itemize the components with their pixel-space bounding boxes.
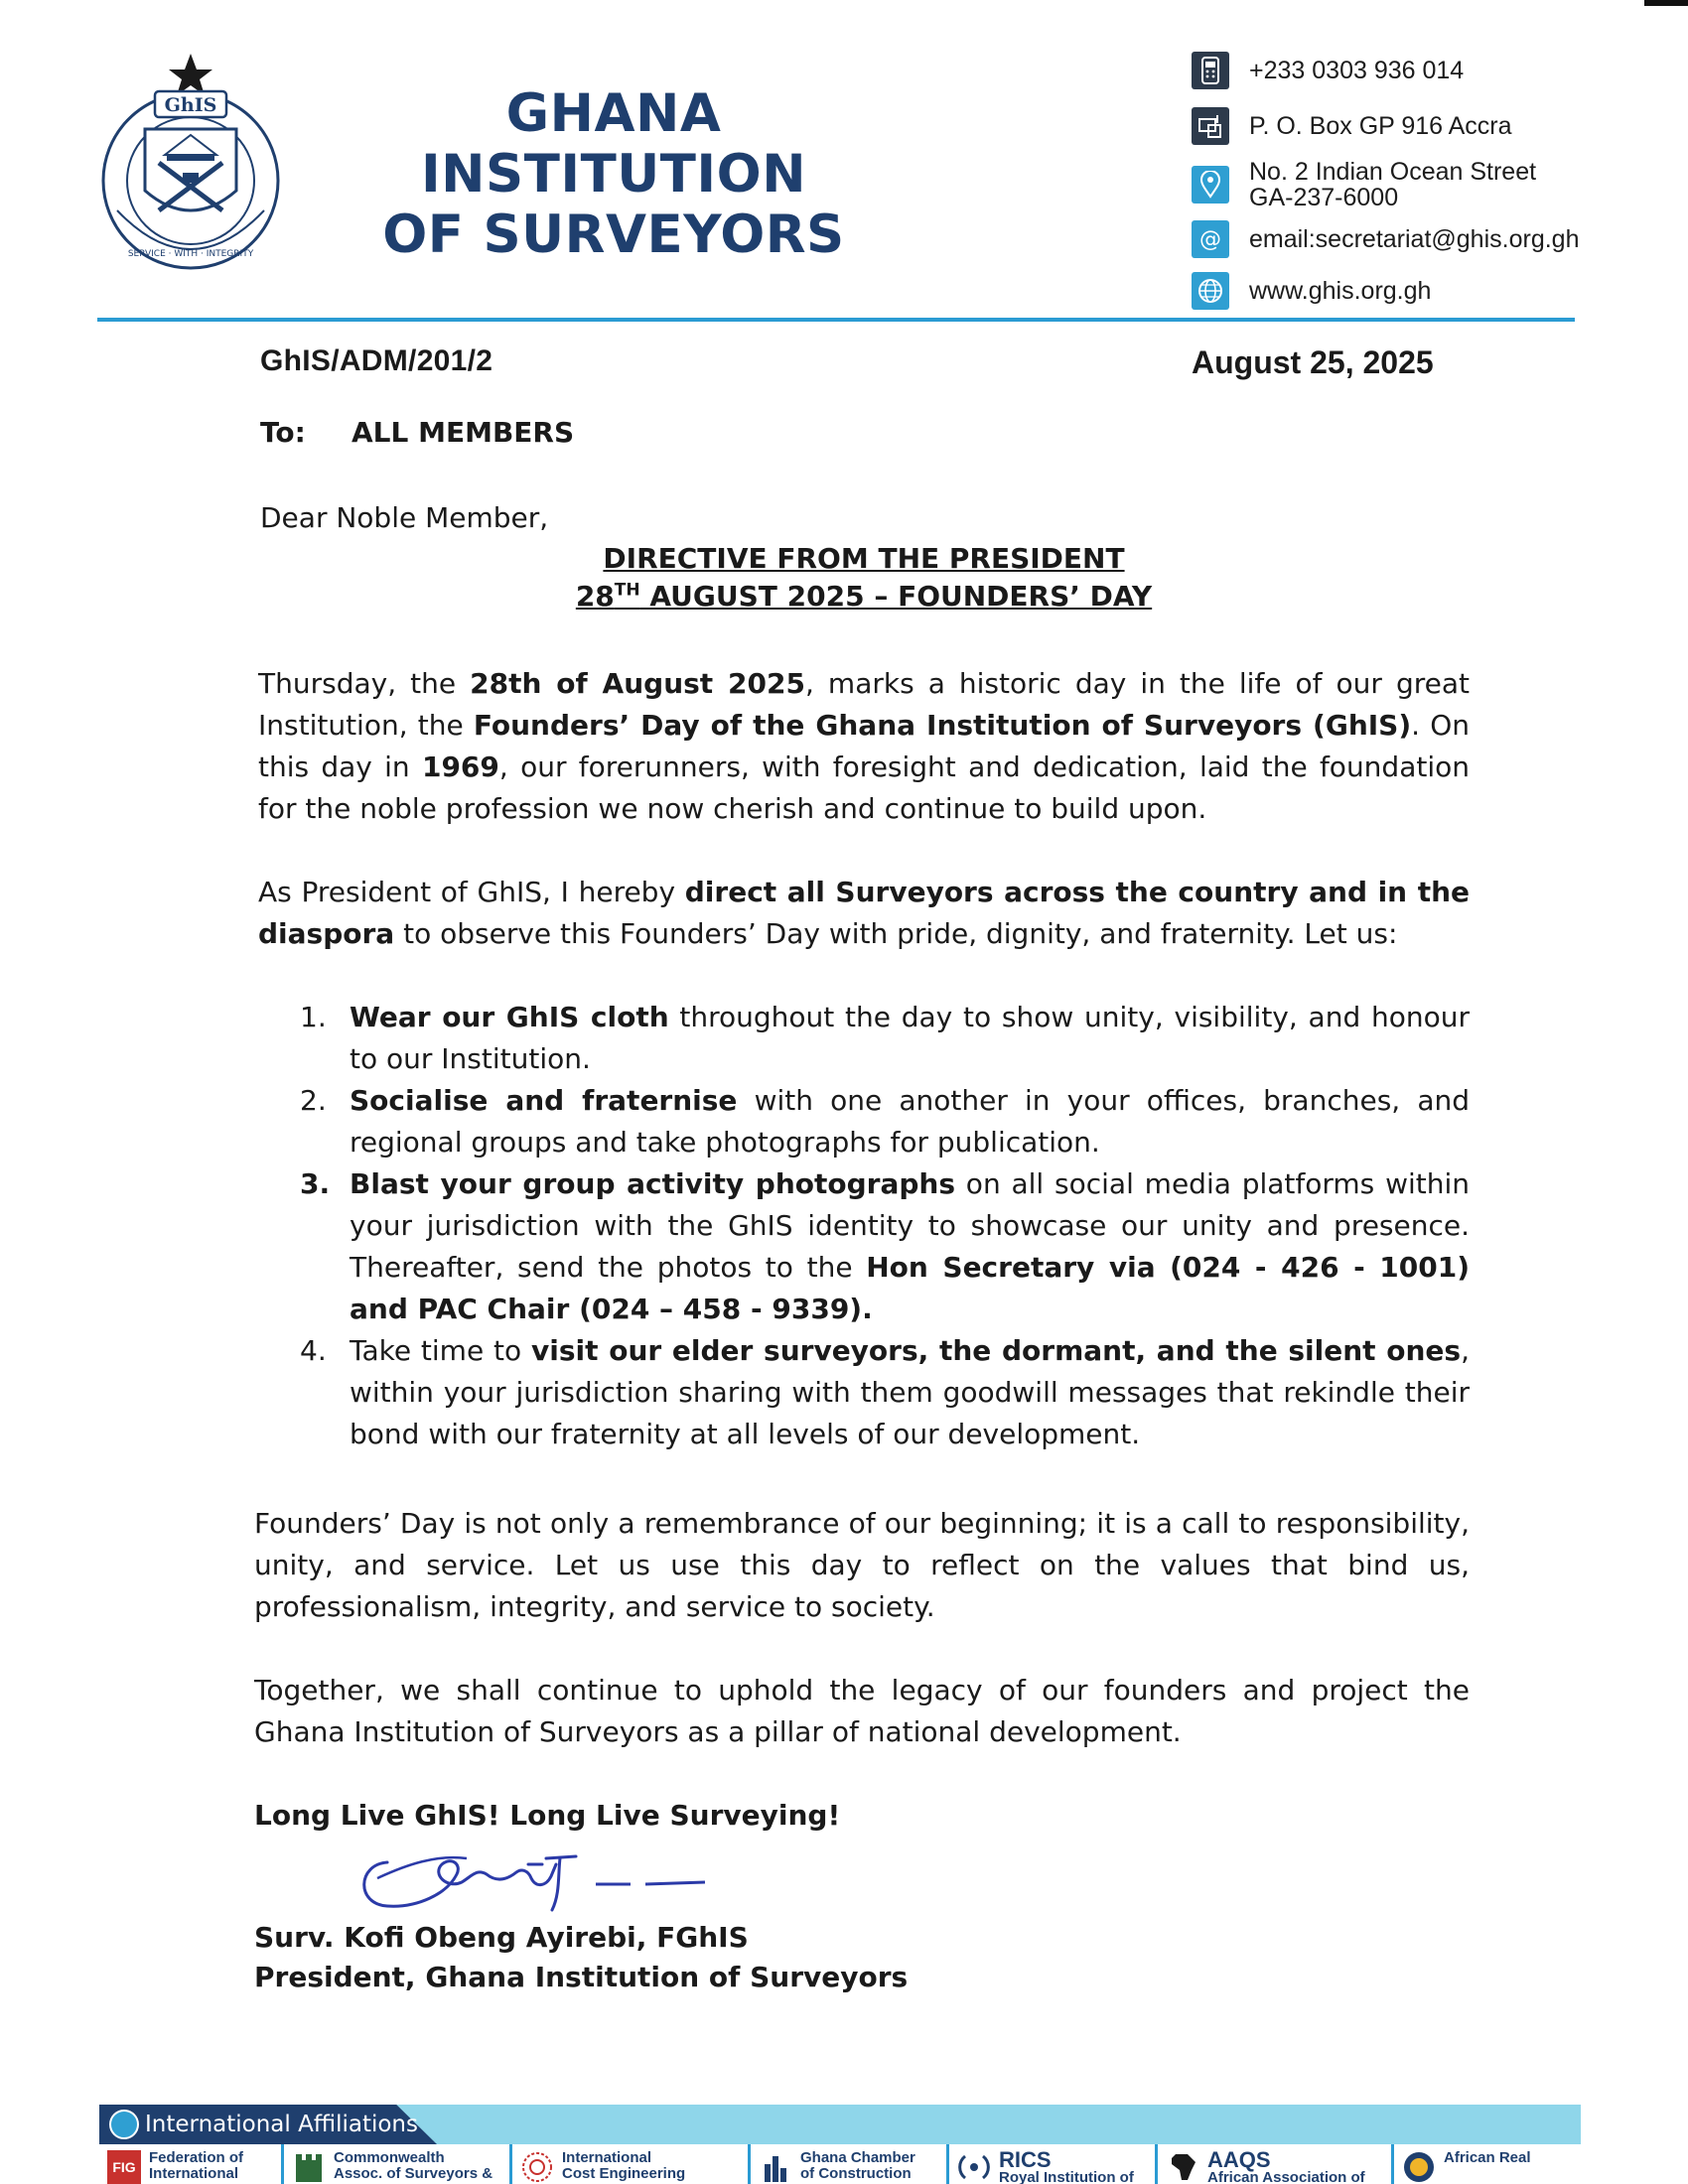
p1-text: , marks a historic day in the life of our great Institution, the <box>258 667 1470 742</box>
list-body: throughout the day to show unity, visibility, and honour to our Institution. <box>350 1001 1470 1075</box>
rics-emblem-icon <box>957 2150 991 2184</box>
reference-number: GhIS/ADM/201/2 <box>260 344 493 377</box>
po-box-icon <box>1192 107 1229 145</box>
affiliation-text <box>999 2147 1134 2184</box>
directive-list <box>300 997 1470 1455</box>
phone-icon <box>1192 52 1229 89</box>
fig-logo: FIG <box>107 2150 141 2184</box>
affiliation-text <box>562 2150 685 2182</box>
list-item <box>300 1080 1470 1163</box>
recipient-value: ALL MEMBERS <box>352 416 575 449</box>
signatory-title: President, Ghana Institution of Surveyors <box>254 1961 909 1993</box>
affiliation-african-real-estate <box>1394 2144 1581 2184</box>
affiliation-casls <box>284 2144 512 2184</box>
affiliation-ghcoc <box>751 2144 949 2184</box>
list-body: Take time to <box>350 1334 532 1367</box>
p1-bold: 1969 <box>421 751 499 783</box>
at-icon: @ <box>1192 220 1229 258</box>
affiliation-line: Cost Engineering <box>562 2165 686 2182</box>
paragraph-4: Together, we shall continue to uphold the legacy of our founders and project the Ghana Institution of Surveyors as a pillar of national development. <box>254 1674 1470 1748</box>
affiliation-text <box>149 2150 243 2182</box>
list-bold: Wear our GhIS cloth <box>350 1001 669 1033</box>
affiliations-row <box>99 2144 1581 2184</box>
organization-name <box>306 83 921 265</box>
contact-email-text: email:secretariat@ghis.org.gh <box>1249 225 1580 253</box>
affiliation-logo-text: AAQS <box>1207 2147 1271 2172</box>
affiliation-line: Assoc. of Surveyors & <box>334 2165 493 2182</box>
list-text <box>350 997 1470 1080</box>
affiliation-text <box>334 2150 492 2182</box>
location-pin-icon <box>1192 166 1229 204</box>
contact-po-box <box>1192 105 1512 147</box>
list-number: 3. <box>300 1167 331 1200</box>
affiliation-logo-text: RICS <box>999 2147 1052 2172</box>
p2-text: As President of GhIS, I hereby <box>258 876 685 908</box>
list-text <box>350 1330 1470 1455</box>
paragraph-1 <box>258 663 1470 830</box>
affiliation-line: Commonwealth <box>334 2149 445 2166</box>
list-number: 2. <box>300 1084 327 1117</box>
affiliation-line: Royal Institution of <box>999 2169 1134 2184</box>
closing-line: Long Live GhIS! Long Live Surveying! <box>254 1799 841 1832</box>
header-divider <box>97 318 1575 322</box>
p1-text: Thursday, the <box>258 667 471 700</box>
contact-address <box>1192 159 1536 210</box>
affiliation-aaqs <box>1158 2144 1394 2184</box>
list-bold: Socialise and fraternise <box>350 1084 738 1117</box>
letter-title-line2 <box>457 580 1271 613</box>
scan-edge-mark <box>1644 0 1688 6</box>
address-line1: No. 2 Indian Ocean Street <box>1249 158 1537 186</box>
affiliation-icec <box>512 2144 751 2184</box>
affiliation-line: Ghana Chamber <box>800 2149 915 2166</box>
affiliation-line: Federation of <box>149 2149 244 2166</box>
list-bold: Hon Secretary via (024 - 426 - 1001) and PAC Chair (024 – 458 - 9339). <box>350 1251 1470 1325</box>
affiliation-rics <box>949 2144 1158 2184</box>
letter-title-line1: DIRECTIVE FROM THE PRESIDENT <box>603 542 1125 575</box>
affiliation-text <box>1207 2147 1365 2184</box>
globe-icon <box>520 2150 554 2184</box>
list-number: 4. <box>300 1334 327 1367</box>
svg-text:GhIS: GhIS <box>164 94 217 116</box>
title-date-suffix: TH <box>614 580 640 601</box>
list-body: with one another in your offices, branches, and regional groups and take photographs for publication. <box>350 1084 1471 1159</box>
affiliation-fig <box>99 2144 284 2184</box>
contact-po-box-text: P. O. Box GP 916 Accra <box>1249 112 1512 140</box>
affiliation-line: International <box>562 2149 652 2166</box>
paragraph-3: Founders’ Day is not only a remembrance of our beginning; it is a call to responsibility, unity, and service. Let us use this day to reflect on the values that bind us, professionalism, integrity, and service to society. <box>254 1507 1470 1623</box>
list-bold: Blast your group activity photographs <box>350 1167 955 1200</box>
p1-bold: Founders’ Day of the Ghana Institution of Surveyors (GhIS) <box>473 709 1412 742</box>
africa-map-icon <box>1166 2150 1199 2184</box>
ghis-logo <box>95 52 286 272</box>
affiliation-line: African Association of <box>1207 2169 1365 2184</box>
globe-icon <box>1192 272 1229 310</box>
list-body: , within your jurisdiction sharing with them goodwill messages that rekindle their bond with our fraternity at all levels of our development. <box>350 1334 1470 1450</box>
contact-website-text: www.ghis.org.gh <box>1249 277 1432 305</box>
contact-phone-text: +233 0303 936 014 <box>1249 57 1465 84</box>
salutation: Dear Noble Member, <box>260 501 549 534</box>
list-number: 1. <box>300 1001 327 1033</box>
list-body: on all social media platforms within your jurisdiction with the GhIS identity to showcase our unity and presence. Thereafter, send the photos to the <box>350 1167 1470 1284</box>
list-item <box>300 1163 1470 1330</box>
p1-text: . On this day in <box>258 709 1470 783</box>
affiliation-line: African Real <box>1444 2149 1531 2166</box>
list-item <box>300 997 1470 1080</box>
p2-bold: direct all Surveyors across the country and in the diaspora <box>258 876 1470 950</box>
handwritten-signature <box>348 1835 715 1916</box>
contact-website <box>1192 270 1431 312</box>
p1-text: , our forerunners, with foresight and dedication, laid the foundation for the noble profession we now cherish and continue to build upon. <box>258 751 1470 825</box>
list-text <box>350 1080 1470 1163</box>
contact-address-text <box>1249 159 1536 210</box>
title-date-rest: AUGUST 2025 – FOUNDERS’ DAY <box>639 580 1153 613</box>
castle-icon <box>292 2150 326 2184</box>
contact-phone <box>1192 50 1464 91</box>
svg-text:SERVICE · WITH · INTEGRITY: SERVICE · WITH · INTEGRITY <box>127 249 254 259</box>
p1-bold: 28th of August 2025 <box>470 667 805 700</box>
recipient-label: To: <box>260 416 306 449</box>
org-name-line2: OF SURVEYORS <box>382 205 845 265</box>
paragraph-2 <box>258 872 1470 955</box>
p2-text: to observe this Founders’ Day with pride, dignity, and fraternity. Let us: <box>394 917 1398 950</box>
letter-date: August 25, 2025 <box>1192 344 1434 380</box>
affiliation-line: of Construction <box>800 2165 912 2182</box>
list-text <box>350 1163 1470 1330</box>
list-item <box>300 1330 1470 1455</box>
seal-icon <box>1402 2150 1436 2184</box>
affiliation-text <box>1444 2150 1531 2166</box>
globe-icon <box>109 2110 139 2139</box>
affiliation-line: International <box>149 2165 239 2182</box>
footer-label-text: International Affiliations <box>145 2112 418 2137</box>
affiliation-text <box>800 2150 915 2182</box>
org-name-line1: GHANA INSTITUTION <box>420 83 807 205</box>
title-date-day: 28 <box>575 580 615 613</box>
signatory-name: Surv. Kofi Obeng Ayirebi, FGhIS <box>254 1921 749 1954</box>
building-icon <box>759 2150 792 2184</box>
contact-email <box>1192 218 1579 260</box>
footer-label <box>109 2105 418 2144</box>
address-line2: GA-237-6000 <box>1249 184 1399 211</box>
list-bold: visit our elder surveyors, the dormant, and the silent ones <box>531 1334 1462 1367</box>
